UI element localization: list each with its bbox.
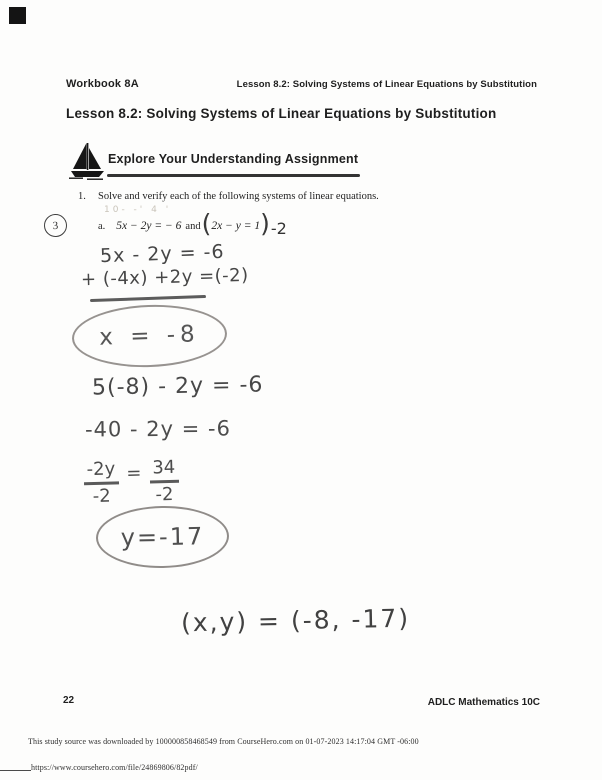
fraction-right [149, 457, 179, 506]
page-number: 22 [63, 695, 75, 706]
margin-circled-number: 3 [43, 213, 67, 237]
circled-answer-y-text: y=-17 [120, 522, 205, 552]
watermark-underscore-rule [0, 770, 31, 771]
equation-right: 2x − y = 1 [211, 220, 261, 232]
fraction-equals: = [126, 462, 142, 484]
handwritten-line-2: + (-4x) +2y =(-2) [80, 264, 249, 291]
section-heading-rule [107, 174, 360, 177]
page-title: Lesson 8.2: Solving Systems of Linear Equations by Substitution [66, 106, 497, 121]
part-a-row: a. 5x − 2y = − 6 and ( 2x − y = 1 ) -2 [98, 209, 287, 238]
section-heading: Explore Your Understanding Assignment [108, 152, 359, 166]
footer-course-label: ADLC Mathematics 10C [427, 697, 540, 708]
handwritten-multiplier: -2 [270, 219, 287, 238]
handwritten-fraction-row [83, 457, 179, 507]
fraction-left-denominator: -2 [92, 485, 111, 508]
circled-answer-x [71, 302, 228, 369]
question-text: Solve and verify each of the following systems of linear equations. [98, 191, 379, 202]
faint-pencil-note: 10- -' 4 ' [104, 205, 172, 215]
equation-conjunction: and [185, 221, 201, 232]
handwritten-line-3: 5(-8) - 2y = -6 [91, 372, 264, 401]
handwritten-sum-underline [90, 295, 206, 302]
question-number: 1. [78, 191, 86, 202]
part-label: a. [98, 221, 106, 232]
equation-left: 5x − 2y = − 6 [116, 220, 182, 232]
sailboat-icon [67, 141, 108, 187]
header-left: Workbook 8A [66, 78, 139, 90]
handwritten-line-4: -40 - 2y = -6 [84, 416, 232, 442]
scan-corner-mark [9, 7, 26, 24]
fraction-left [83, 458, 119, 507]
watermark-download-note: This study source was downloaded by 100000858468549 from CourseHero.com on 01-07-2023 14:17:04 GMT -06:00 [28, 737, 419, 746]
fraction-left-numerator: -2y [83, 458, 118, 485]
fraction-right-denominator: -2 [155, 483, 174, 506]
header-right: Lesson 8.2: Solving Systems of Linear Equations by Substitution [236, 79, 537, 90]
circled-answer-y [95, 505, 229, 569]
handwritten-line-1: 5x - 2y = -6 [99, 240, 225, 268]
watermark-url: https://www.coursehero.com/file/24869806/82pdf/ [31, 763, 198, 772]
circled-answer-x-text: x = -8 [98, 321, 201, 351]
handwritten-solution: (x,y) = (-8, -17) [180, 603, 411, 638]
fraction-right-numerator: 34 [149, 457, 179, 484]
